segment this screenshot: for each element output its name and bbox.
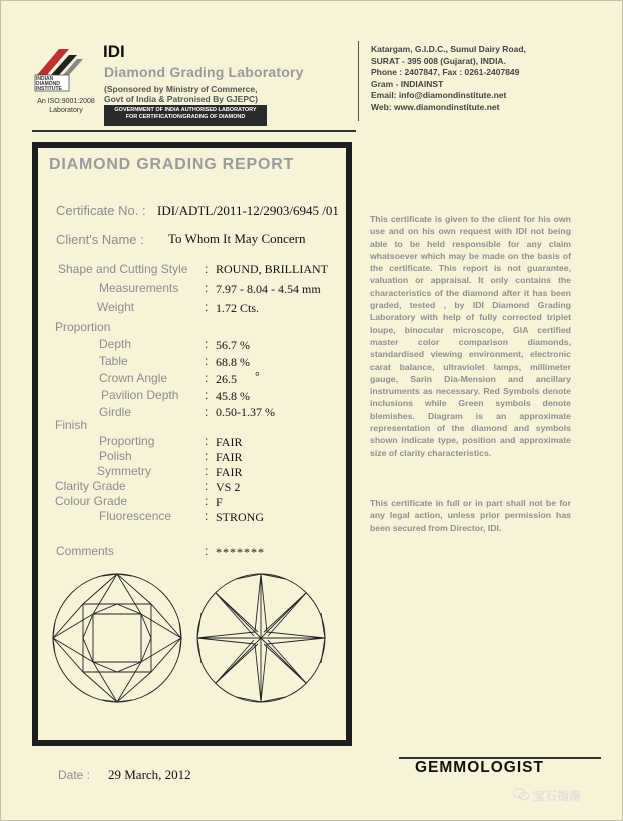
date-label: Date : [58,768,91,782]
proporting-value: FAIR [216,435,243,449]
fluorescence-label: Fluorescence [99,509,172,523]
lab-title: Diamond Grading Laboratory [104,64,304,80]
symmetry-label: Symmetry [97,464,151,478]
authorisation-banner [104,105,267,126]
clarity-value: VS 2 [216,480,241,494]
date-value: 29 March, 2012 [108,767,191,782]
watermark-text: 宝石指南 [533,789,582,803]
header-divider [358,41,359,121]
address-line: Email: info@diamondinstitute.net [371,90,507,100]
measurements-value: 7.97 - 8.04 - 4.54 mm [216,282,321,296]
report-title: DIAMOND GRADING REPORT [49,156,295,173]
legal-paragraph: This certificate in full or in part shall not be for any legal action, unless prior permission has been secured from Director, IDI. [370,498,571,533]
header-rule [32,130,356,132]
sponsor-text [104,84,258,104]
colour-label: Colour Grade [55,494,128,508]
comments-value: ******* [216,545,265,559]
pavilion-depth-value: 45.8 % [216,389,250,403]
fluorescence-value: STRONG [216,510,265,524]
proporting-label: Proporting [99,434,155,448]
girdle-value: 0.50-1.37 % [216,405,275,419]
address-line: Web: www.diamondinstitute.net [371,101,500,112]
address-line: Phone : 2407847, Fax : 0261-2407849 [371,67,520,77]
colon: : [205,449,209,463]
crown-angle-value: 26.5 [216,372,237,386]
symmetry-value: FAIR [216,465,243,479]
colon: : [205,262,209,276]
contact-address [371,44,526,113]
colon: : [205,464,209,478]
depth-value: 56.7 % [216,338,250,352]
weight-label: Weight [97,300,135,314]
pavilion-view-diagram [192,570,330,706]
gemmologist-title: GEMMOLOGIST [415,759,544,776]
iso-line-1: An ISO:9001:2008 [37,98,95,105]
measurements-label: Measurements [99,281,179,295]
clarity-label: Clarity Grade [55,479,126,493]
logo-text-3: INSTITUTE [36,86,62,92]
idi-logo [33,43,97,93]
banner-line-2: FOR CERTIFICATION/GRADING OF DIAMOND [125,114,246,120]
colour-value: F [216,495,223,509]
table-value: 68.8 % [216,355,250,369]
disclaimer-paragraph: This certificate is given to the client for his own use and on his own request with IDI not being able to be held responsible for any claim whatsoever which may be made on the basis of the certificate. This report is not guarantee, valuation or appraisal. It only contains the characteristics of the diamond after it has been graded, tested , by IDI Diamond Grading Laboratory with help of fully corrected triplet loupe, binocular microscope, GIA certified master color comparison diamonds, standardised viewing environment, electronic carat balance, ultraviolet lamps, millimeter gauge, Sarin Dia-Mension and ancillary instruments as necessary. Red Symbols denote inclusions while Green symbols denote blemishes. Diagram is an approximate representation of the diamond and symbols shown indicate type, position and approximate size of clarity characteristics. [370,214,571,458]
shape-label: Shape and Cutting Style [58,262,188,276]
certificate-value: IDI/ADTL/2011-12/2903/6945 /01 [157,203,339,218]
colon: : [205,544,209,558]
polish-value: FAIR [216,450,243,464]
colon: : [205,300,209,314]
comments-label: Comments [56,544,115,558]
table-label: Table [99,354,128,368]
iso-line-2: Laboratory [49,107,83,114]
depth-label: Depth [99,337,132,351]
colon: : [205,509,209,523]
colon: : [205,371,209,385]
degree-unit: ° [255,369,260,383]
logo-text-1: INDIAN [36,76,54,82]
colon: : [205,388,209,402]
girdle-label: Girdle [99,405,132,419]
chat-icon [513,787,529,801]
pavilion-depth-label: Pavilion Depth [101,388,179,402]
proportion-label: Proportion [55,320,111,334]
crown-view-diagram [48,570,186,706]
colon: : [205,337,209,351]
polish-label: Polish [99,449,132,463]
colon: : [205,405,209,419]
colon: : [205,354,209,368]
sponsor-line-1: (Sponsored by Ministry of Commerce, [104,84,258,94]
address-line: SURAT - 395 008 (Gujarat), INDIA. [371,55,506,66]
client-label: Client's Name : [56,232,144,247]
sponsor-line-2: Govt of India & Patronised By GJEPC) [104,94,258,104]
crown-angle-label: Crown Angle [99,371,168,385]
weight-value: 1.72 Cts. [216,301,260,315]
address-line: Gram - INDIAINST [371,78,444,89]
colon: : [205,494,209,508]
finish-label: Finish [55,418,88,432]
colon: : [205,479,209,493]
iso-caption [31,97,101,115]
colon: : [205,434,209,448]
banner-line-1: GOVERNMENT OF INDIA AUTHORISED LABORATORY [114,107,257,113]
certificate-label: Certificate No. : [56,203,146,218]
shape-value: ROUND, BRILLIANT [216,262,328,276]
address-line: Katargam, G.I.D.C., Sumul Dairy Road, [371,44,526,54]
client-value: To Whom It May Concern [168,231,306,246]
brand-name: IDI [103,42,125,61]
colon: : [205,281,209,295]
logo-text-2: DIAMOND [36,81,60,87]
